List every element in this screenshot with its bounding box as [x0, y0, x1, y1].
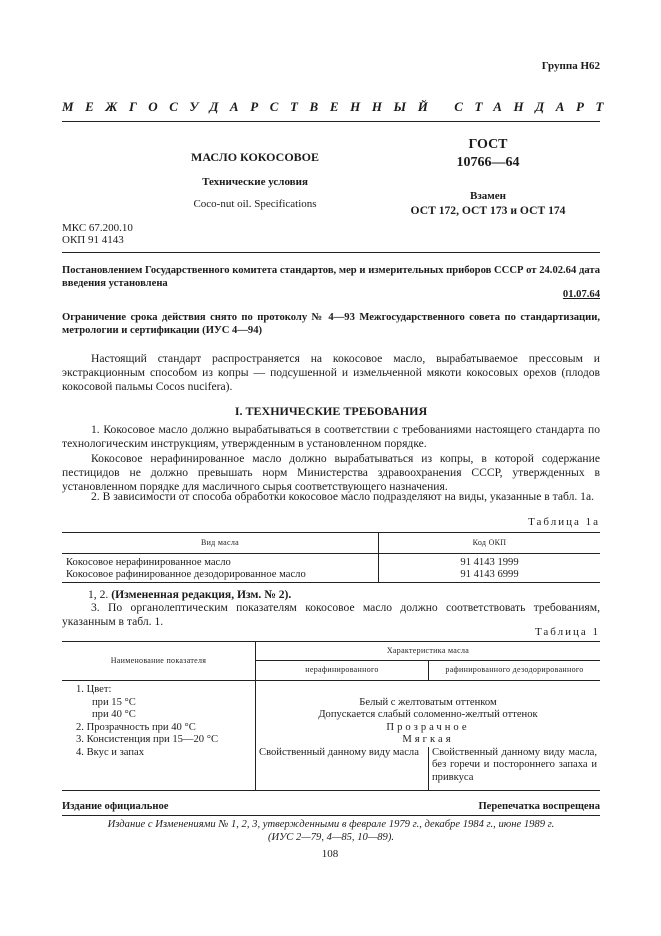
table1-header-refined: рафинированного дезодорированного	[445, 665, 584, 675]
doc-subtitle: Технические условия	[202, 176, 308, 188]
amendments-note	[62, 818, 600, 844]
gost-label: ГОСТ	[468, 137, 508, 152]
table1a-cell-type: Кокосовое нерафинированное масло	[62, 554, 379, 569]
req-paragraph-3: 2. В зависимости от способа обработки кокосовое масло подразделяют на виды, указанные в табл. 1а.	[91, 490, 595, 503]
req-paragraph-2: Кокосовое нерафинированное масло должно вырабатываться из копры, в которой содержание пестицидов не должно превышать норм Министерства здравоохранения СССР, утвержденных в установленном порядке для масличного сырья соответствующего назначения.	[62, 452, 600, 494]
row-40c-value: Допускается слабый соломенно-желтый оттенок	[318, 709, 538, 720]
table-row	[62, 554, 600, 569]
table1a-caption: Таблица 1а	[528, 516, 600, 528]
table1-header-unrefined: нерафинированного	[256, 661, 429, 681]
table-row	[62, 681, 600, 697]
doc-title: МАСЛО КОКОСОВОЕ	[191, 150, 319, 164]
row-transparency-label: 2. Прозрачность при 40 °С	[62, 722, 256, 735]
req-paragraph-4: 3. По органолептическим показателям кокосовое масло должно соответствовать требованиям, указанным в табл. 1.	[62, 601, 600, 629]
table-row	[62, 722, 600, 735]
row-15c-label: при 15 °С	[62, 697, 256, 710]
mks-code: МКС 67.200.10	[62, 222, 133, 234]
table1-header-group: Характеристика масла	[256, 642, 601, 661]
table1a-cell-type: Кокосовое рафинированное дезодорированное масло	[62, 569, 379, 583]
table-row	[62, 747, 600, 791]
header-rule	[62, 121, 600, 122]
decree-date: 01.07.64	[562, 289, 600, 300]
amendments-line-1: Издание с Изменениями № 1, 2, 3, утвержденными в феврале 1979 г., декабре 1984 г., июне 1989 г.	[107, 819, 555, 830]
footer-rule	[62, 815, 600, 816]
table-1	[62, 641, 600, 791]
replaces-list: ОСТ 172, ОСТ 173 и ОСТ 174	[410, 204, 566, 217]
req-paragraph-1: 1. Кокосовое масло должно вырабатываться в соответствии с требованиями настоящего стандарта по технологическим инструкциям, утвержденным в установленном порядке.	[62, 423, 600, 451]
table1a-cell-okp: 91 4143 1999	[460, 557, 519, 568]
no-reprint: Перепечатка воспрещена	[478, 801, 600, 812]
section-heading: I. ТЕХНИЧЕСКИЕ ТРЕБОВАНИЯ	[234, 404, 428, 418]
replaces-label: Взамен	[470, 190, 506, 202]
row-taste-refined: Свойственный данному виду масла, без горечи и постороннего запаха и привкуса	[432, 746, 597, 783]
english-title: Coco-nut oil. Specifications	[193, 198, 317, 210]
table1a-cell-okp: 91 4143 6999	[460, 568, 519, 580]
row-consistency-label: 3. Консистенция при 15—20 °С	[62, 734, 256, 747]
table-row	[62, 569, 600, 583]
official-edition: Издание официальное	[62, 801, 169, 812]
row-15c-value: Белый с желтоватым оттенком	[359, 696, 497, 708]
gost-number: 10766—64	[456, 155, 520, 170]
table1-header-indicator: Наименование показателя	[62, 642, 256, 681]
standard-banner: МЕЖГОСУДАРСТВЕННЫЙ СТАНДАРТ	[62, 99, 616, 114]
row-taste-label: 4. Вкус и запах	[62, 747, 256, 791]
row-consistency-value: Мягкая	[402, 734, 454, 745]
limitation-text: Ограничение срока действия снято по протоколу № 4—93 Межгосударственного совета по стандартизации, метрологии и сертификации (ИУС 4—94)	[62, 312, 600, 336]
table1a-header-okp: Код ОКП	[472, 538, 507, 548]
row-40c-label: при 40 °С	[62, 709, 256, 722]
table-row	[62, 697, 600, 710]
table1-caption: Таблица 1	[534, 626, 600, 638]
table-row	[62, 709, 600, 722]
group-code: Группа Н62	[541, 60, 600, 72]
amendments-line-2: (ИУС 2—79, 4—85, 10—89).	[267, 832, 395, 843]
title-rule	[62, 252, 600, 253]
row-transparency-value: Прозрачное	[386, 721, 470, 733]
table1a-header-type: Вид масла	[62, 533, 379, 554]
table-row	[62, 734, 600, 747]
intro-paragraph: Настоящий стандарт распространяется на кокосовое масло, вырабатываемое прессовым и экстракционным способом из копры — подсушенной и измельченной мякоти кокосовых орехов (плодов кокосовой пальмы Cocos nucifera).	[62, 352, 600, 394]
edition-note-prefix: 1, 2.	[88, 588, 109, 601]
edition-note-text: (Измененная редакция, Изм. № 2).	[111, 588, 292, 601]
row-taste-unrefined: Свойственный данному виду масла	[256, 747, 429, 791]
okp-code: ОКП 91 4143	[62, 234, 124, 246]
page-number: 108	[321, 848, 339, 860]
edition-note	[88, 588, 291, 601]
table-1a	[62, 532, 600, 583]
row-color-label: 1. Цвет:	[62, 681, 256, 697]
decree-text: Постановлением Государственного комитета стандартов, мер и измерительных приборов СССР от 24.02.64 дата введения установлена	[62, 265, 600, 289]
